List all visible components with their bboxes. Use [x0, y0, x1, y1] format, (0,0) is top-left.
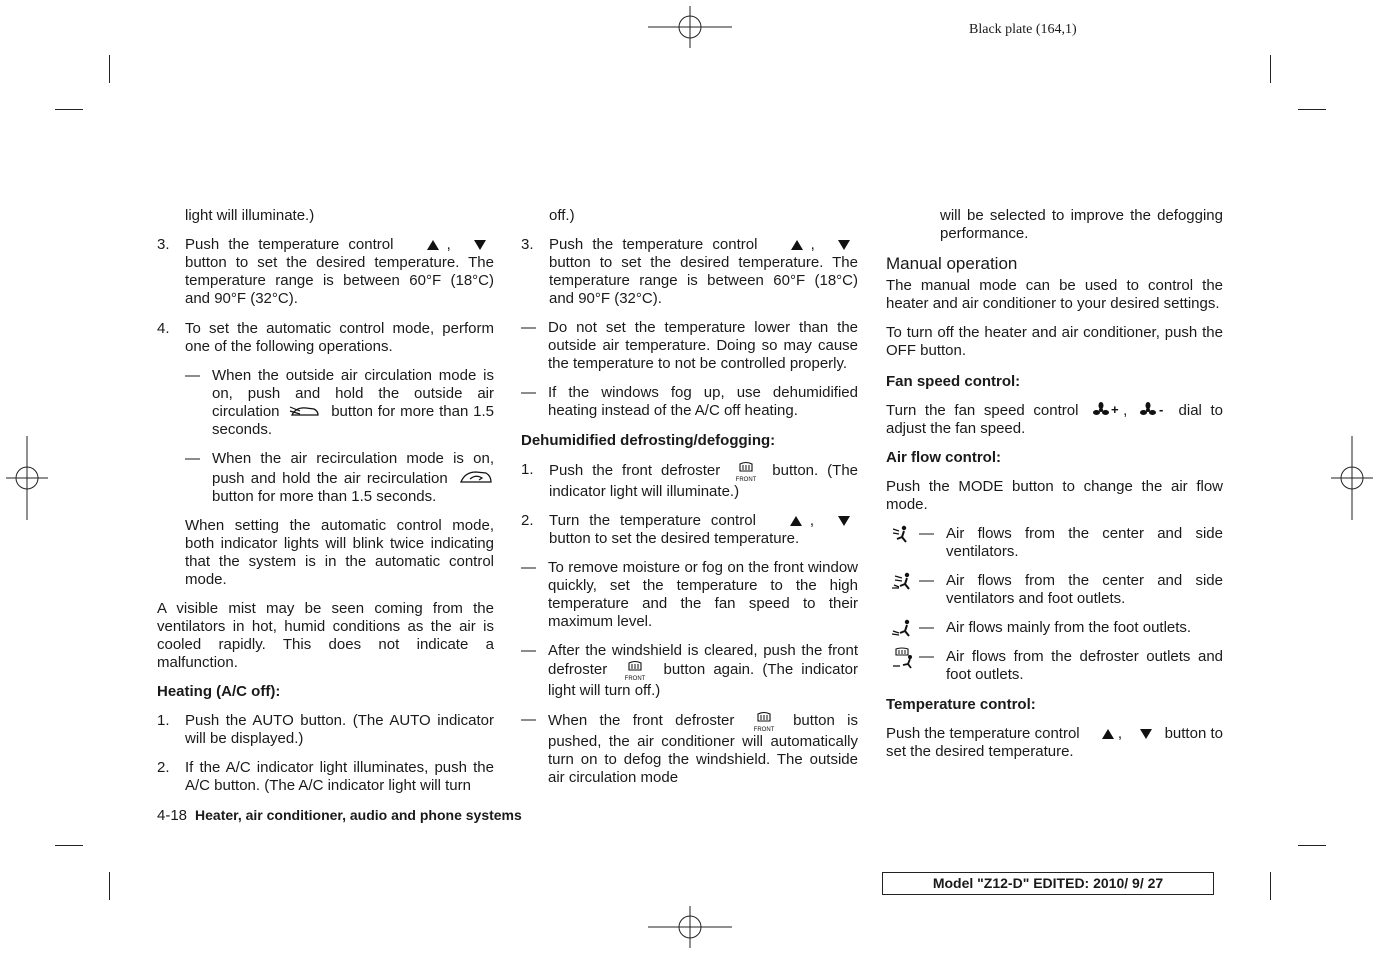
heating-item-2: 2. If the A/C indicator light illuminates, push the A/C button. (The A/C indicator light will turn: [157, 759, 494, 794]
temp-up-icon: [777, 238, 811, 252]
temp-up-icon: [413, 238, 447, 252]
vent-face-icon: [890, 524, 912, 544]
continued-text: will be selected to improve the defogging performance.: [940, 207, 1223, 242]
heading-dehumidified: Dehumidified defrosting/defogging:: [521, 432, 776, 449]
flow-item-center-side: — Air flows from the center and side ventilators.: [886, 525, 1223, 561]
dash-item-fog: — If the windows fog up, use dehumidified heating instead of the A/C off heating.: [521, 384, 858, 419]
section-title: Heater, air conditioner, audio and phone systems: [195, 807, 522, 823]
dash-item-defroster-pushed: — When the front defroster FRONT button is pushed, the air conditioner will automatically turn on to defog the windshield. The outside air circulation mode: [521, 711, 858, 786]
front-defroster-icon: [615, 660, 655, 682]
dash-item-temperature: — Do not set the temperature lower than the outside air temperature. Doing so may cause the temperature to not be controlled properly.: [521, 319, 858, 372]
column-1: [157, 207, 494, 795]
list-item-4: 4. To set the automatic control mode, perform one of the following operations.: [157, 320, 494, 355]
heading-fan-speed: Fan speed control:: [886, 373, 1021, 390]
flow-item-foot: — Air flows mainly from the foot outlets.: [886, 619, 1223, 637]
heading-temperature: Temperature control:: [886, 696, 1036, 713]
page-footer: [157, 806, 522, 825]
dehum-item-1: 1. Push the front defroster FRONT button. (The indicator light will illuminate.): [521, 461, 859, 500]
registration-mark-top: [648, 6, 732, 48]
flow-item-bi-level: — Air flows from the center and side ventilators and foot outlets.: [886, 572, 1223, 608]
svg-text:FRONT: FRONT: [625, 676, 646, 682]
heating-item-1: 1. Push the AUTO button. (The AUTO indicator will be displayed.): [157, 712, 494, 747]
svg-text:-: -: [1158, 402, 1164, 417]
temp-up-icon: [1088, 727, 1118, 741]
svg-text:+: +: [1111, 402, 1119, 417]
vent-bi-level-icon: [890, 571, 916, 591]
note-paragraph: When setting the automatic control mode, both indicator lights will blink twice indicating that the system is in the automatic control mode.: [185, 517, 494, 588]
column-3: [886, 207, 1223, 761]
vent-foot-icon: [890, 618, 916, 638]
outside-air-circulation-icon: [288, 403, 322, 419]
list-item-3: 3. Push the temperature control , button to set the desired temperature. The temperature range is between 60°F (18°C) and 90°F (32°C).: [521, 236, 858, 307]
dash-item-windshield: — After the windshield is cleared, push the front defroster FRONT button again. (The indicator light will turn off.): [521, 642, 858, 699]
item-number: 3.: [157, 236, 170, 253]
fan-speed-down-icon: [1140, 402, 1170, 418]
heading-manual-operation: Manual operation: [886, 254, 1018, 273]
manual-paragraph-2: To turn off the heater and air conditioner, push the OFF button.: [886, 324, 1223, 359]
temp-down-icon: [824, 514, 858, 528]
continued-text: off.): [549, 207, 575, 224]
registration-mark-left: [6, 436, 48, 520]
registration-mark-right: [1331, 436, 1373, 520]
dash-item-moisture: — To remove moisture or fog on the front window quickly, set the temperature to the high temperature and the fan speed to their maximum level.: [521, 559, 858, 630]
fan-speed-paragraph: Turn the fan speed control + , - dial to adjust the fan speed.: [886, 402, 1224, 437]
svg-text:FRONT: FRONT: [735, 477, 757, 483]
dehum-item-2: 2. Turn the temperature control , button to set the desired temperature.: [521, 512, 858, 548]
item-number: 4.: [157, 320, 170, 337]
heading-heating: Heating (A/C off):: [157, 683, 281, 700]
air-flow-paragraph: Push the MODE button to change the air flow mode.: [886, 478, 1223, 513]
registration-mark-bottom: [648, 906, 732, 948]
continued-text: light will illuminate.): [185, 207, 315, 224]
flow-item-defrost-foot: — Air flows from the defroster outlets and foot outlets.: [886, 648, 1223, 684]
fan-speed-up-icon: [1093, 402, 1123, 418]
page-number: 4-18: [157, 807, 188, 824]
temp-down-icon: [1126, 727, 1160, 741]
vent-defrost-foot-icon: [890, 647, 916, 669]
manual-paragraph-1: The manual mode can be used to control the heater and air conditioner to your desired settings.: [886, 277, 1223, 312]
front-defroster-icon: [729, 461, 763, 483]
svg-text:FRONT: FRONT: [753, 727, 775, 733]
front-defroster-icon: [747, 711, 781, 733]
temperature-paragraph: Push the temperature control , button to set the desired temperature.: [886, 725, 1224, 760]
dash-item-recirculation: — When the air recirculation mode is on, push and hold the air recirculation button for more than 1.5 seconds.: [185, 450, 494, 505]
air-recirculation-icon: [458, 468, 494, 486]
dash-item-outside-air: — When the outside air circulation mode is on, push and hold the outside air circulation button for more than 1.5 seconds.: [185, 367, 494, 438]
model-edited-box: Model "Z12-D" EDITED: 2010/ 9/ 27: [882, 872, 1214, 895]
mist-paragraph: A visible mist may be seen coming from the ventilators in hot, humid conditions as the air is cooled rapidly. This does not indicate a malfunction.: [157, 600, 494, 671]
list-item-3: 3. Push the temperature control , button to set the desired temperature. The temperature range is between 60°F (18°C) and 90°F (32°C).: [157, 236, 494, 307]
heading-air-flow: Air flow control:: [886, 449, 1001, 466]
column-2: [521, 207, 858, 787]
plate-label: Black plate (164,1): [969, 22, 1077, 37]
temp-up-icon: [776, 514, 810, 528]
temp-down-icon: [460, 238, 494, 252]
temp-down-icon: [824, 238, 858, 252]
